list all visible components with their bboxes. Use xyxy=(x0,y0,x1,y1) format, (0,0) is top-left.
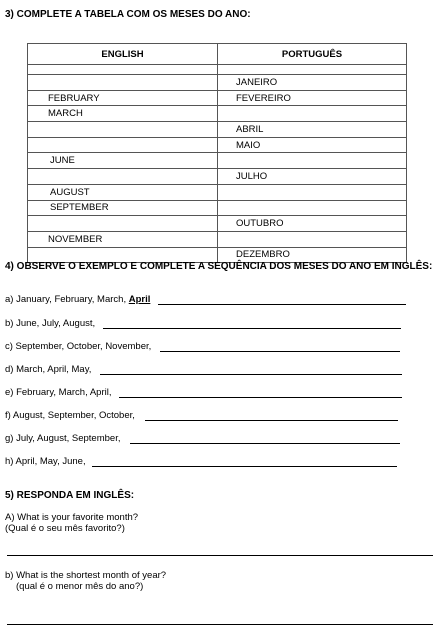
section-5-title: 5) RESPONDA EM INGLÊS: xyxy=(5,490,135,501)
english-cell[interactable] xyxy=(28,137,218,153)
english-cell[interactable] xyxy=(28,122,218,138)
portugues-cell[interactable]: JULHO xyxy=(218,169,407,185)
portugues-cell[interactable] xyxy=(218,231,407,247)
exercise-c: c) September, October, November, xyxy=(5,341,152,352)
english-cell[interactable] xyxy=(28,169,218,185)
question-a: A) What is your favorite month? xyxy=(5,512,139,523)
portugues-cell[interactable]: OUTUBRO xyxy=(218,216,407,232)
exercise-b: b) June, July, August, xyxy=(5,318,96,329)
table-row xyxy=(28,184,407,200)
table-spacer-row xyxy=(28,65,407,75)
table-row xyxy=(28,200,407,216)
answer-line-d[interactable] xyxy=(100,374,402,375)
exercise-f: f) August, September, October, xyxy=(5,410,135,421)
table-row xyxy=(28,122,407,138)
section-4-title: 4) OBSERVE O EXEMPLO E COMPLETE A SEQUÊNCIA DOS MESES DO ANO EM INGLÊS: xyxy=(5,261,433,272)
header-portugues: PORTUGUÊS xyxy=(218,44,407,65)
portugues-cell[interactable]: MAIO xyxy=(218,137,407,153)
english-cell[interactable]: MARCH xyxy=(28,106,218,122)
answer-line-question-b[interactable] xyxy=(7,624,433,625)
exercise-g: g) July, August, September, xyxy=(5,433,121,444)
answer-line-question-a[interactable] xyxy=(7,555,433,556)
exercise-d: d) March, April, May, xyxy=(5,364,92,375)
english-cell[interactable]: FEBRUARY xyxy=(28,90,218,106)
answer-line-f[interactable] xyxy=(145,420,398,421)
english-cell[interactable] xyxy=(28,216,218,232)
answer-line-b[interactable] xyxy=(103,328,401,329)
exercise-h: h) April, May, June, xyxy=(5,456,86,467)
question-a-translation: (Qual é o seu mês favorito?) xyxy=(5,523,125,534)
table-row xyxy=(28,169,407,185)
months-table xyxy=(27,43,407,263)
exercise-e: e) February, March, April, xyxy=(5,387,112,398)
exercise-a xyxy=(5,294,150,305)
table-row xyxy=(28,231,407,247)
table-row xyxy=(28,153,407,169)
portugues-cell[interactable] xyxy=(218,153,407,169)
answer-line-g[interactable] xyxy=(130,443,400,444)
header-english: ENGLISH xyxy=(28,44,218,65)
table-row xyxy=(28,75,407,91)
table-row xyxy=(28,216,407,232)
portugues-cell[interactable]: DEZEMBRO xyxy=(218,247,407,263)
table-row xyxy=(28,137,407,153)
english-cell[interactable]: AUGUST xyxy=(28,184,218,200)
example-answer: April xyxy=(128,294,151,305)
answer-line-e[interactable] xyxy=(119,397,402,398)
section-3-title: 3) COMPLETE A TABELA COM OS MESES DO ANO: xyxy=(5,9,251,20)
portugues-cell[interactable] xyxy=(218,200,407,216)
portugues-cell[interactable]: FEVEREIRO xyxy=(218,90,407,106)
exercise-prompt: a) January, February, March, xyxy=(5,294,129,305)
table-header-row xyxy=(28,44,407,65)
english-cell[interactable]: SEPTEMBER xyxy=(28,200,218,216)
english-cell[interactable]: JUNE xyxy=(28,153,218,169)
portugues-cell[interactable] xyxy=(218,184,407,200)
portugues-cell[interactable]: ABRIL xyxy=(218,122,407,138)
portugues-cell[interactable]: JANEIRO xyxy=(218,75,407,91)
portugues-cell[interactable] xyxy=(218,106,407,122)
english-cell[interactable] xyxy=(28,75,218,91)
answer-line-a[interactable] xyxy=(158,304,406,305)
english-cell[interactable]: NOVEMBER xyxy=(28,231,218,247)
answer-line-h[interactable] xyxy=(92,466,397,467)
table-row xyxy=(28,90,407,106)
question-b: b) What is the shortest month of year? xyxy=(5,570,167,581)
table-row xyxy=(28,106,407,122)
question-b-translation: (qual é o menor mês do ano?) xyxy=(16,581,144,592)
answer-line-c[interactable] xyxy=(160,351,400,352)
